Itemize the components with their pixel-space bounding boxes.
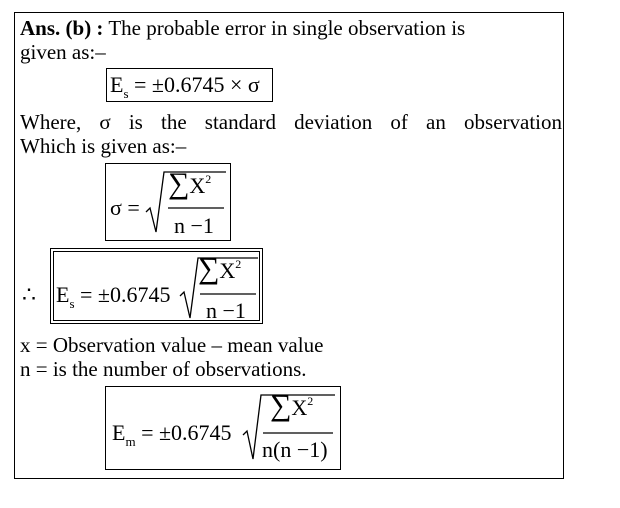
sigma-denominator: n −1 — [174, 213, 214, 238]
where-line-1: Where, σ is the standard deviation of an observation — [20, 110, 562, 134]
therefore-symbol: ∴ — [22, 282, 36, 307]
em-numerator: $\sum X^2$ — [270, 389, 314, 422]
intro-text-1: The probable error in single observation is — [108, 16, 466, 40]
definition-n: n = is the number of observations. — [20, 357, 307, 381]
em-denominator: n(n −1) — [262, 437, 328, 462]
sigma-numerator: $\sum X^2$ — [168, 167, 212, 200]
answer-label: Ans. (b) : — [20, 16, 104, 40]
es-expanded-lhs: $E_s = \pm 0.6745$ — [56, 282, 171, 311]
formula-es: $E_s = \pm 0.6745 \times \sigma$ — [110, 72, 260, 101]
es-expanded-numerator: $\sum X^2$ — [198, 252, 242, 285]
em-lhs: $E_m = \pm 0.6745$ — [112, 420, 232, 449]
sigma-lhs: σ = — [110, 195, 140, 220]
definition-x: x = Observation value – mean value — [20, 333, 324, 357]
where-line-2: Which is given as:– — [20, 134, 187, 158]
intro-line-1 — [20, 16, 562, 40]
es-expanded-denominator: n −1 — [206, 298, 246, 323]
intro-line-2: given as:– — [20, 40, 106, 64]
